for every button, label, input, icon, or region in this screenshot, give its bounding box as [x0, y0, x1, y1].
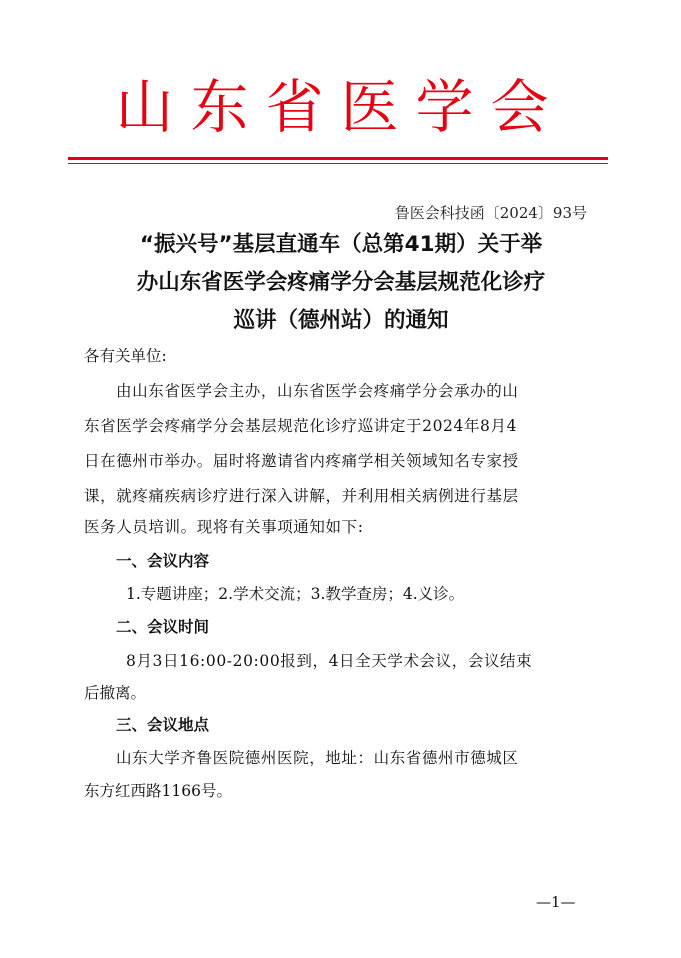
section-time-line: 8月3日16:00-20:00报到，4日全天学术会议，会议结束	[126, 652, 533, 670]
section-content-line: 1.专题讲座；2.学术交流；3.教学查房；4.义诊。	[126, 585, 465, 603]
letterhead-org-name: 山东省医学会	[115, 73, 566, 141]
intro-line: 由山东省医学会主办，山东省医学会疼痛学分会承办的山	[116, 382, 519, 400]
section-heading-location: 三、会议地点	[116, 716, 210, 734]
document-number: 鲁医会科技函〔2024〕93号	[394, 204, 587, 222]
section-location-line: 东方红西路1166号。	[84, 782, 232, 800]
title-line: 巡讲（德州站）的通知	[233, 308, 449, 333]
intro-line: 医务人员培训。现将有关事项通知如下:	[84, 518, 364, 536]
intro-line: 课，就疼痛疾病诊疗进行深入讲解，并利用相关病例进行基层	[84, 487, 519, 505]
intro-line: 东省医学会疼痛学分会基层规范化诊疗巡讲定于2024年8月4	[84, 417, 518, 435]
section-heading-time: 二、会议时间	[116, 618, 210, 636]
notice-title	[82, 226, 600, 340]
intro-line: 日在德州市举办。届时将邀请省内疼痛学相关领域知名专家授	[84, 452, 519, 470]
page-number: —1—	[536, 893, 576, 911]
section-heading-content: 一、会议内容	[116, 552, 210, 570]
salutation: 各有关单位:	[84, 347, 167, 365]
title-line: 办山东省医学会疼痛学分会基层规范化诊疗	[136, 270, 546, 295]
letterhead-divider-thick	[68, 157, 608, 160]
title-line: “振兴号”基层直通车（总第41期）关于举	[139, 232, 543, 257]
section-location-line: 山东大学齐鲁医院德州医院，地址：山东省德州市德城区	[116, 749, 519, 767]
letterhead-divider-thin	[68, 163, 608, 164]
section-time-line: 后撤离。	[84, 684, 147, 702]
